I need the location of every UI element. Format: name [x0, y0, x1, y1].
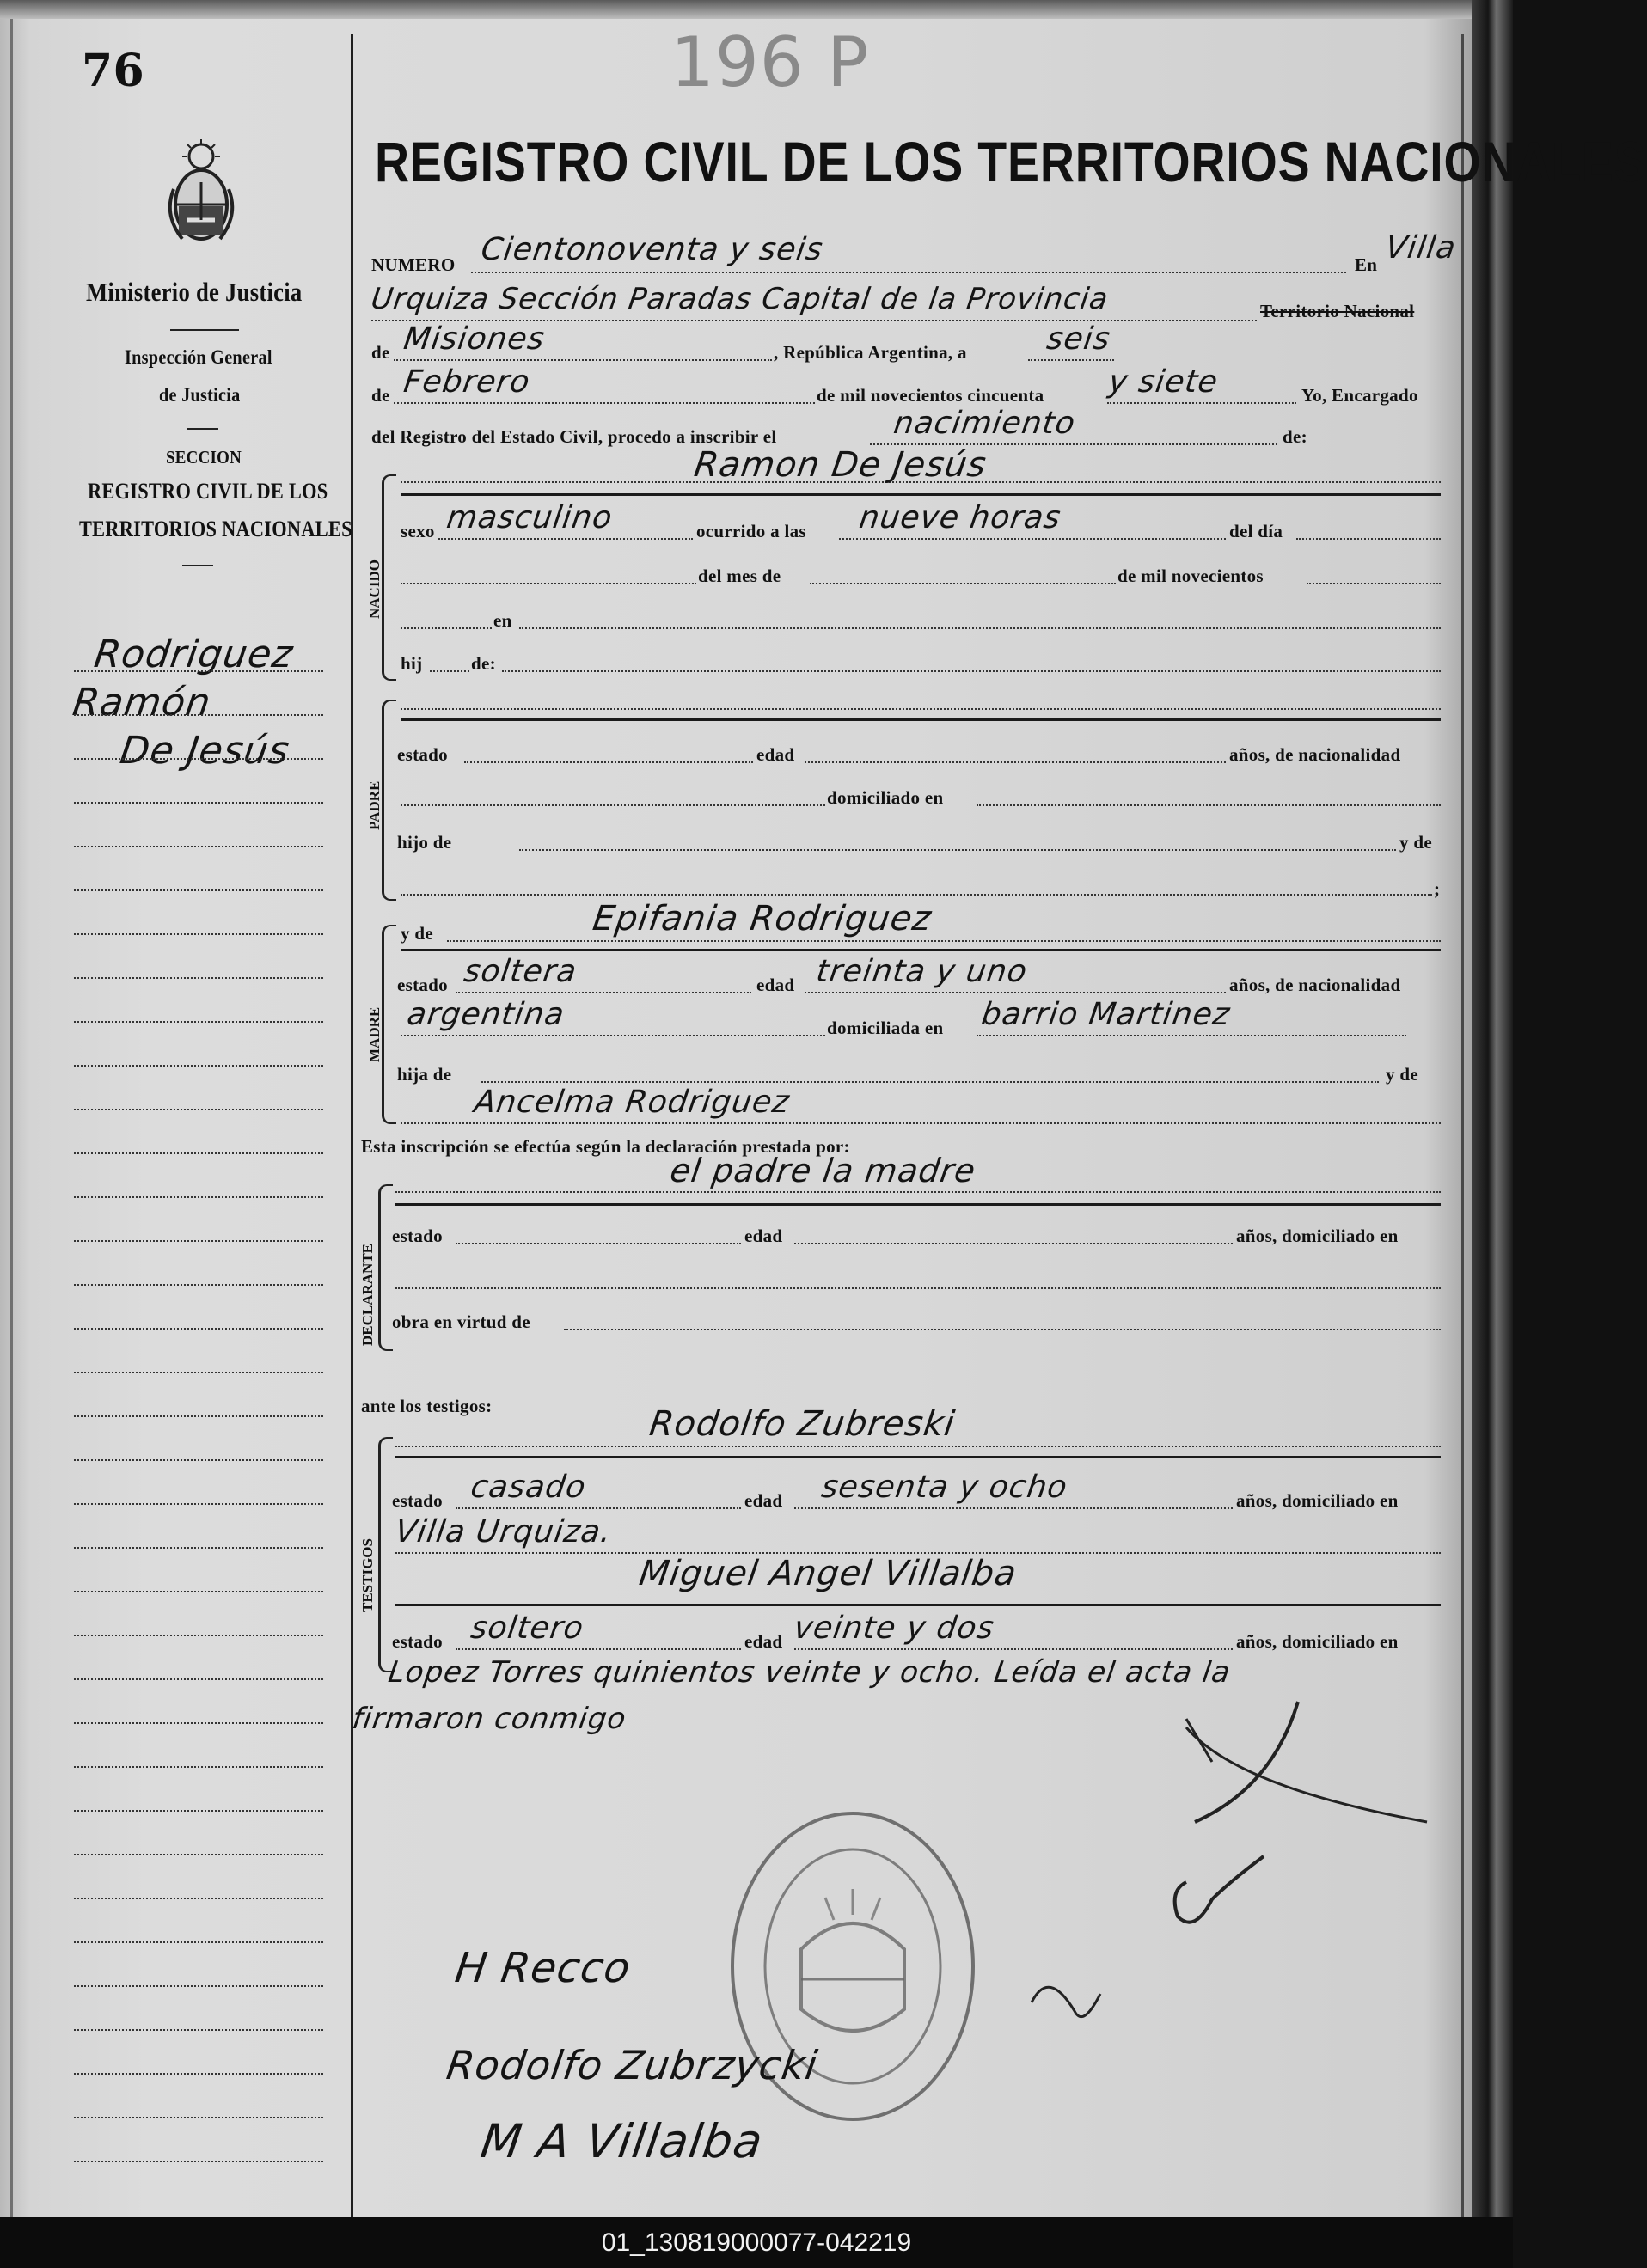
- padre-edad-label: edad: [756, 744, 795, 765]
- declarante-obra-label: obra en virtud de: [392, 1311, 530, 1332]
- witness-1-edad: sesenta y ocho: [819, 1470, 1070, 1505]
- madre-estado-label: estado: [397, 975, 448, 995]
- declarante-edad-label: edad: [744, 1226, 783, 1246]
- sidebar-ruled-line: [74, 1635, 323, 1636]
- sidebar-ruled-line: [74, 1766, 323, 1768]
- inspection-label-2: de Justicia: [159, 384, 241, 406]
- witness-2-name: Miguel Angel Villalba: [636, 1554, 1019, 1593]
- closing-text: firmaron conmigo: [350, 1702, 629, 1736]
- sidebar-ruled-line: [74, 758, 323, 760]
- archive-footer-id: 01_130819000077-042219: [0, 2217, 1513, 2268]
- sidebar-ruled-line: [74, 1196, 323, 1198]
- margin-name-3: De Jesús: [117, 729, 293, 773]
- declarante-bracket: [378, 1184, 393, 1351]
- madre-anios-label: años, de nacionalidad: [1229, 975, 1401, 995]
- fill-line: [401, 1122, 1441, 1124]
- witness-1-estado-label: estado: [392, 1490, 443, 1511]
- madre-nacionalidad-value: argentina: [405, 997, 567, 1032]
- padre-anios-label: años, de nacionalidad: [1229, 744, 1401, 765]
- padre-bracket: [382, 700, 396, 901]
- ocurrido-label: ocurrido a las: [696, 521, 806, 541]
- sidebar-ruled-line: [74, 1328, 323, 1330]
- padre-section-label: PADRE: [366, 780, 383, 830]
- fill-line: [471, 272, 1346, 273]
- madre-edad-label: edad: [756, 975, 795, 995]
- section-rule: [395, 1203, 1441, 1206]
- declarant-value: el padre la madre: [667, 1152, 979, 1189]
- fill-line: [395, 1191, 1441, 1193]
- day-value: seis: [1044, 321, 1113, 357]
- sidebar-ruled-line: [74, 1240, 323, 1242]
- page-edge: [1472, 0, 1513, 2217]
- fill-line: [794, 1648, 1233, 1650]
- sidebar-ruled-line: [74, 1722, 323, 1724]
- fill-line: [447, 940, 1441, 942]
- encargado-label: Yo, Encargado: [1301, 385, 1418, 406]
- madre-domiciliada-label: domiciliada en: [827, 1018, 944, 1038]
- sidebar-ruled-line: [74, 1898, 323, 1899]
- fill-line: [794, 1507, 1233, 1509]
- fill-line: [839, 538, 1226, 540]
- madre-name: Epifania Rodriguez: [590, 899, 934, 938]
- testigos-bracket: [378, 1437, 393, 1672]
- divider: [187, 428, 218, 430]
- fill-line: [810, 583, 1116, 584]
- sidebar-ruled-line: [74, 1459, 323, 1461]
- witness-1-edad-label: edad: [744, 1490, 783, 1511]
- witness-1-anios-label: años, domiciliado en: [1236, 1490, 1399, 1511]
- divider: [170, 329, 239, 331]
- witness-1-estado: casado: [468, 1470, 589, 1505]
- left-margin-line: [10, 19, 13, 2217]
- fill-line: [401, 804, 825, 806]
- sidebar-ruled-line: [74, 1065, 323, 1067]
- madre-estado-value: soltera: [462, 954, 579, 989]
- section-rule: [401, 718, 1441, 721]
- sidebar-ruled-line: [74, 1985, 323, 1987]
- fill-line: [805, 992, 1226, 993]
- sidebar-ruled-line: [74, 1591, 323, 1592]
- section-line-1: REGISTRO CIVIL DE LOS: [88, 479, 328, 504]
- witness-1-name: Rodolfo Zubreski: [646, 1404, 958, 1444]
- fill-line: [502, 670, 1441, 672]
- section-label: SECCION: [166, 447, 242, 468]
- signature-2: Rodolfo Zubrzycki: [444, 2042, 821, 2088]
- witness-2-estado: soltero: [468, 1611, 586, 1646]
- sidebar-ruled-line: [74, 933, 323, 935]
- padre-hijo-label: hijo de: [397, 832, 452, 853]
- sidebar-ruled-line: [74, 2029, 323, 2031]
- delmes-label: del mes de: [698, 565, 781, 586]
- sidebar-ruled-line: [74, 1503, 323, 1505]
- nacido-bracket: [382, 474, 396, 681]
- fill-line: [456, 1648, 741, 1650]
- fill-line: [1107, 402, 1296, 404]
- act-value: nacimiento: [891, 406, 1078, 441]
- fill-line: [456, 1507, 741, 1509]
- page-title: REGISTRO CIVIL DE LOS TERRITORIOS NACIONALES: [375, 130, 1647, 193]
- madre-hija-label: hija de: [397, 1064, 452, 1085]
- binding-strip: [0, 0, 1484, 19]
- archive-reference: 196 P: [670, 22, 870, 102]
- right-margin-line: [1461, 34, 1464, 2217]
- madre-section-label: MADRE: [366, 1006, 383, 1062]
- location-value: Urquiza Sección Paradas Capital de la Provincia: [369, 282, 1111, 316]
- year-label: de mil novecientos cincuenta: [817, 385, 1044, 406]
- testigos-intro: ante los testigos:: [361, 1396, 493, 1416]
- fill-line: [481, 1081, 1379, 1083]
- fill-line: [464, 761, 753, 763]
- madre-edad-value: treinta y uno: [814, 954, 1030, 989]
- fill-line: [430, 670, 469, 672]
- madre-bracket: [382, 925, 396, 1124]
- fill-line: [456, 992, 751, 993]
- sidebar-ruled-line: [74, 2117, 323, 2118]
- fill-line: [1028, 359, 1114, 361]
- sidebar-ruled-line: [74, 1152, 323, 1154]
- en-value: Villa: [1383, 230, 1459, 266]
- fill-line: [977, 804, 1441, 806]
- sidebar-ruled-line: [74, 1372, 323, 1373]
- declaracion-intro: Esta inscripción se efectúa según la declaración prestada por:: [361, 1136, 850, 1157]
- sidebar-ruled-line: [74, 802, 323, 804]
- madre-domicilio-value: barrio Martinez: [979, 997, 1233, 1032]
- sidebar-ruled-line: [74, 1547, 323, 1549]
- signature-1: H Recco: [452, 1944, 634, 1992]
- year-value: y siete: [1106, 364, 1221, 400]
- ministry-label: Ministerio de Justicia: [86, 277, 303, 307]
- madre-parent-value: Ancelma Rodriguez: [472, 1085, 793, 1120]
- section-line-2: TERRITORIOS NACIONALES: [79, 517, 352, 541]
- fill-line: [401, 583, 696, 584]
- de-label: de: [371, 342, 390, 363]
- sidebar-ruled-line: [74, 1284, 323, 1286]
- en-label: En: [1355, 254, 1378, 275]
- sidebar-ruled-line: [74, 670, 323, 672]
- padre-semicolon: ;: [1434, 878, 1441, 899]
- witness-2-anios-label: años, domiciliado en: [1236, 1631, 1399, 1652]
- section-rule: [395, 1604, 1441, 1606]
- sidebar-ruled-line: [74, 846, 323, 847]
- fill-line: [519, 849, 1396, 851]
- numero-value: Cientonoventa y seis: [479, 232, 826, 267]
- nacido-en-label: en: [493, 610, 512, 631]
- province-value: Misiones: [401, 321, 548, 357]
- column-divider: [351, 34, 353, 2217]
- declarante-section-label: DECLARANTE: [359, 1243, 376, 1346]
- mil-label: de mil novecientos: [1117, 565, 1264, 586]
- testigos-section-label: TESTIGOS: [359, 1538, 376, 1612]
- sidebar-ruled-line: [74, 1678, 323, 1680]
- section-rule: [395, 1456, 1441, 1458]
- fill-line: [401, 627, 492, 629]
- nacido-de-label: de:: [471, 653, 496, 674]
- sidebar-ruled-line: [74, 889, 323, 891]
- fill-line: [394, 402, 815, 404]
- fill-line: [977, 1035, 1406, 1036]
- fill-line: [401, 1035, 825, 1036]
- signature-3: M A Villalba: [477, 2114, 767, 2168]
- coat-of-arms-icon: [162, 138, 241, 248]
- madre-yde-label: y de: [401, 923, 433, 944]
- nacido-section-label: NACIDO: [366, 559, 383, 619]
- sidebar-ruled-line: [74, 1810, 323, 1812]
- witness-2-edad: veinte y dos: [792, 1611, 997, 1646]
- fill-line: [1296, 538, 1441, 540]
- sidebar-ruled-line: [74, 2161, 323, 2162]
- padre-estado-label: estado: [397, 744, 448, 765]
- official-signature-strokes-icon: [1014, 1684, 1444, 2080]
- nacido-name: Ramon De Jesús: [691, 445, 989, 485]
- de2-label: de: [371, 385, 390, 406]
- fill-line: [564, 1329, 1441, 1330]
- sidebar-ruled-line: [74, 1021, 323, 1023]
- madre-yde2-label: y de: [1386, 1064, 1418, 1085]
- page-number: 76: [82, 45, 144, 97]
- registro-label: del Registro del Estado Civil, procedo a inscribir el: [371, 426, 777, 447]
- sidebar-ruled-line: [74, 1941, 323, 1943]
- inspection-label-1: Inspección General: [125, 346, 272, 368]
- territorio-label: Territorio Nacional: [1260, 301, 1415, 321]
- witness-2-domicilio: Lopez Torres quinientos veinte y ocho. Leída el acta la: [386, 1655, 1234, 1690]
- fill-line: [401, 708, 1441, 710]
- sexo-label: sexo: [401, 521, 435, 541]
- fill-line: [395, 1446, 1441, 1447]
- margin-name-2: Ramón: [70, 681, 214, 724]
- margin-name-1: Rodriguez: [91, 633, 297, 676]
- fill-line: [519, 627, 1441, 629]
- de3-label: de:: [1283, 426, 1307, 447]
- fill-line: [794, 1243, 1233, 1244]
- numero-label: NUMERO: [371, 254, 456, 275]
- declarante-anios-label: años, domiciliado en: [1236, 1226, 1399, 1246]
- section-rule: [401, 493, 1441, 496]
- witness-2-estado-label: estado: [392, 1631, 443, 1652]
- witness-1-domicilio: Villa Urquiza.: [393, 1514, 615, 1550]
- sidebar-ruled-line: [74, 1415, 323, 1417]
- sidebar-ruled-line: [74, 1854, 323, 1855]
- sidebar-ruled-line: [74, 977, 323, 979]
- sidebar-ruled-line: [74, 1109, 323, 1110]
- sexo-value: masculino: [444, 500, 615, 535]
- sidebar-ruled-line: [74, 2073, 323, 2075]
- fill-line: [805, 761, 1226, 763]
- padre-domiciliado-label: domiciliado en: [827, 787, 944, 808]
- hij-label: hij: [401, 653, 423, 674]
- section-rule: [401, 949, 1441, 951]
- witness-2-edad-label: edad: [744, 1631, 783, 1652]
- month-value: Febrero: [401, 364, 533, 400]
- padre-yde-label: y de: [1399, 832, 1432, 853]
- divider: [182, 565, 213, 566]
- fill-line: [394, 359, 772, 361]
- declarante-estado-label: estado: [392, 1226, 443, 1246]
- fill-line: [401, 894, 1432, 896]
- republica-label: , República Argentina, a: [774, 342, 967, 363]
- fill-line: [395, 1287, 1441, 1289]
- sidebar-ruled-line: [74, 714, 323, 716]
- hora-value: nueve horas: [857, 500, 1064, 535]
- fill-line: [438, 538, 693, 540]
- fill-line: [1307, 583, 1441, 584]
- fill-line: [456, 1243, 741, 1244]
- deldia-label: del día: [1229, 521, 1283, 541]
